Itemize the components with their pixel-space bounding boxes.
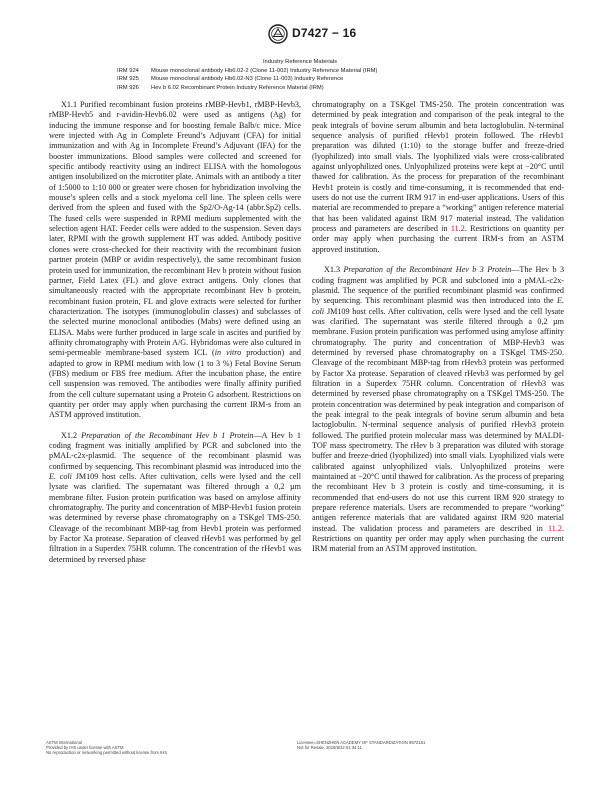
standard-designation: D7427 − 16 xyxy=(292,26,357,40)
irm-list xyxy=(117,58,537,92)
astm-logo-icon xyxy=(268,24,288,44)
footer-copyright xyxy=(46,740,246,756)
para-italic: E. coli xyxy=(312,296,564,316)
footer-line: Provided by IHS under license with ASTM xyxy=(46,745,124,751)
irm-list-title: Industry Reference Materials xyxy=(262,59,338,65)
para-text: chromatography on a TSKgel TMS-250. The protein concentration was determined by peak integration and comparison of the peak integral to the peak integrals of bovine serum albumin and beta lactoglobulin. N-terminal sequence analysis of purified rHevb1 protein followed. The rHevb1 preparation was diluted (1:10) to the storage buffer and freeze-dried (lyophilized) into small vials. The lyophilized vials were cross-calibrated against unlyophilized ones. Unlyophilized proteins were kept at −20°C until thawed for calibration. As the process for preparation of the recombinant Hevb1 protein is costly and time-consuming, it is recommended that end-users do not use the current IRM 917 in end-user applications. Users of this material are recommended to prepare a “working” antigen reference material that has been validated against IRM 917 material instead. The validation process and parameters are described in xyxy=(312,100,564,234)
para-text: production) and adapted to grow in RPMI medium with low (1 to 3 %) Fetal Bovine Serum (FBS) medium or FBS free medium. After the incubation phase, the entire cell suspension was removed. The antibodies were finally affinity purified from the cell culture supernatant using a Protein G adsorbent. Restrictions on quantity per order may apply when purchasing the current IRM-s from an ASTM approved institution. xyxy=(49,348,301,420)
irm-code: IRM 924 xyxy=(117,67,139,74)
footer-line: ASTM International xyxy=(46,740,82,745)
section-x1-2 xyxy=(49,431,301,565)
right-column xyxy=(312,100,564,565)
para-text: . Restrictions on quantity per order may apply when purchasing the current IRM-s from an ASTM approved institution. xyxy=(312,224,564,254)
irm-code: IRM 926 xyxy=(117,84,139,91)
para-text: —A Hev b 1 coding fragment was initially amplified by PCR and subcloned into the pMAL-c2x-plasmid. The sequence of the recombinant plasmid was confirmed by sequencing. This recombinant plasmid was introduced into the xyxy=(49,430,301,471)
section-number: X1.2 xyxy=(61,430,82,440)
para-text: JM109 host cells. After cultivation, cells were lysed and the cell lysate was clarified. The supernatant was sterile filtered through a 0,2 µm membrane. Fusion protein purification was performed using amylose affinity chromatography. The purity and concentration of MBP-Hevb3 was determined by reversed phase chromatography on a TSKgel TMS-250. Cleavage of the recombinant MBP-tag from rHevb3 protein was performed by Factor Xa protease. Separation of cleaved rHevb3 was performed by gel filtration in a Superdex 75HR column. Concentration of rHevb3 was determined by reversed phase chromatography on a TSKgel TMS-250. The protein concentration was determined by peak integration and comparison of the peak integral to the peak integrals of bovine serum albumin and beta lactoglobulin. N-terminal sequence analysis of purified rHevb3 protein followed. The purified protein molecular mass was determined by MALDI-TOF mass spectrometry. The rHev b 3 preparation was diluted with storage buffer and freeze-dried (lyophilized) into small vials. Lyophilized vials were calibrated against unlyophilized vials. Unlyophilized proteins were maintained at −20°C until thawed for calibration. As the process of preparing the recombinant Hev b 3 protein is costly and time-consuming, it is recommended that end-users do not use this current IRM 920 strategy to prepare reference materials. Users are recommended to prepare “working” antigen reference materials that are validated against IRM 920 material instead. The validation process and parameters are described in xyxy=(312,306,564,533)
irm-row xyxy=(117,67,537,76)
section-link-11-2[interactable]: 11.2 xyxy=(548,523,562,533)
irm-desc: Hev b 6.02 Recombinant Protein Industry Reference Material (IRM) xyxy=(151,84,324,91)
section-x1-2-continued xyxy=(312,100,564,255)
footer-license xyxy=(297,740,517,750)
para-text: X1.1 Purified recombinant fusion proteins rMBP-Hevb1, rMBP-Hevb3, rMBP-Hevb5 and r-avidin-Hevb6.02 were used as antigens (Ag) for inducing the immune response and for boosting female Balb/c mice. Mice were injected with Ag in Complete Freund’s Adjuvant (CFA) for initial immunization and with Ag in Incomplete Freund’s Adjuvant (IFA) for the booster immunizations. Blood samples were collected and screened for specific antibody reactivity using an indirect ELISA with the homologous antigen insolubilized on the microtiter plate. Animals with an antibody a titer of 1:5000 to 1:10 000 or greater were chosen for hybridization involving the mouse’s spleen cells and a stock myeloma cell line. The spleen cells were derived from the spleen and fused with the Sp2/O-Ag-14 (abbr.Sp2) cells. The fused cells were suspended in RPMI medium supplemented with the selection agent HAT. Feeder cells were added to the suspension. Seven days later, RPMI with the growth supplement HT was added. Antibody positive clones were cross-checked for their reactivity with the recombinant fusion partner protein (MBP or avidin respectively), the same recombinant fusion protein used for immunization, the recombinant Hev b protein without fusion partner, Field Latex (FL) and glove extract antigens. Only clones that simultaneously reacted with the appropriate recombinant Hev b protein, recombinant fusion protein, FL and glove extracts were selected for further characterization. The isotypes (immunoglobulin classes) and subclasses of the selected murine monoclonal antibodies (Mabs) were defined using an ELISA. Mabs were further produced in large scale in ascites and purified by affinity chromatography with Protein A/G. Hybridomas were also cultured in semi-permeable membrane-based system ICL ( xyxy=(49,100,301,358)
section-number: X1.3 xyxy=(324,265,344,275)
left-column xyxy=(49,100,301,575)
section-heading: Preparation of the Recombinant Hev b 1 Protein xyxy=(81,430,254,440)
page-header xyxy=(0,22,600,46)
para-italic: in vitro xyxy=(214,348,242,358)
section-x1-3 xyxy=(312,265,564,555)
footer-line: No reproduction or networking permitted without license from IHS xyxy=(46,750,168,756)
irm-code: IRM 925 xyxy=(117,76,139,83)
para-italic: E. coli xyxy=(49,472,72,482)
section-link-11-2[interactable]: 11.2 xyxy=(450,224,465,234)
para-text: JM109 host cells. After cultivation, cells were lysed and the cell lysate was clarified. The supernatant was filtered through a 0,2 µm membrane filter. Fusion protein purification was based on amylose affinity chromatography. The purity and concentration of MBP-Hevb1 fusion protein was determined by reverse phase chromatography on a TSKgel TMS-250. Cleavage of the recombinant MBP-tag from Hevb1 protein was performed by Factor Xa protease. Separation of cleaved rHevb1 was performed by gel filtration in a Superdex 75HR column. The concentration of the rHevb1 was determined by reversed phase xyxy=(49,472,301,564)
para-text: —The Hev b 3 coding fragment was amplified by PCR and subcloned into a pMAL-c2x-plasmid. The sequence of the purified recombinant plasmid was confirmed by sequencing. This recombinant plasmid was then introduced into the xyxy=(312,265,565,306)
irm-row xyxy=(117,84,537,93)
footer-line: Not for Resale, 2016/8/22 01:34:11 xyxy=(297,745,362,751)
footer-line: Licensee=SHENZHEN ACADEMY OF STANDARDIZATION 9972151 xyxy=(297,740,426,745)
section-x1-1 xyxy=(49,100,301,421)
section-heading: Preparation of the Recombinant Hev b 3 Protein xyxy=(343,265,512,275)
irm-desc: Mouse monoclonal antibody Hb6.02-N3 (Clone 11-003) Industry Reference xyxy=(151,76,344,83)
irm-row xyxy=(117,75,537,84)
irm-desc: Mouse monoclonal antibody Hb6.02-2 (Clone 11-002) Industry Reference Material (IRM) xyxy=(151,67,378,74)
para-text: . Restrictions on quantity per order may apply when purchasing the current IRM material from an ASTM approved institution. xyxy=(312,523,564,554)
